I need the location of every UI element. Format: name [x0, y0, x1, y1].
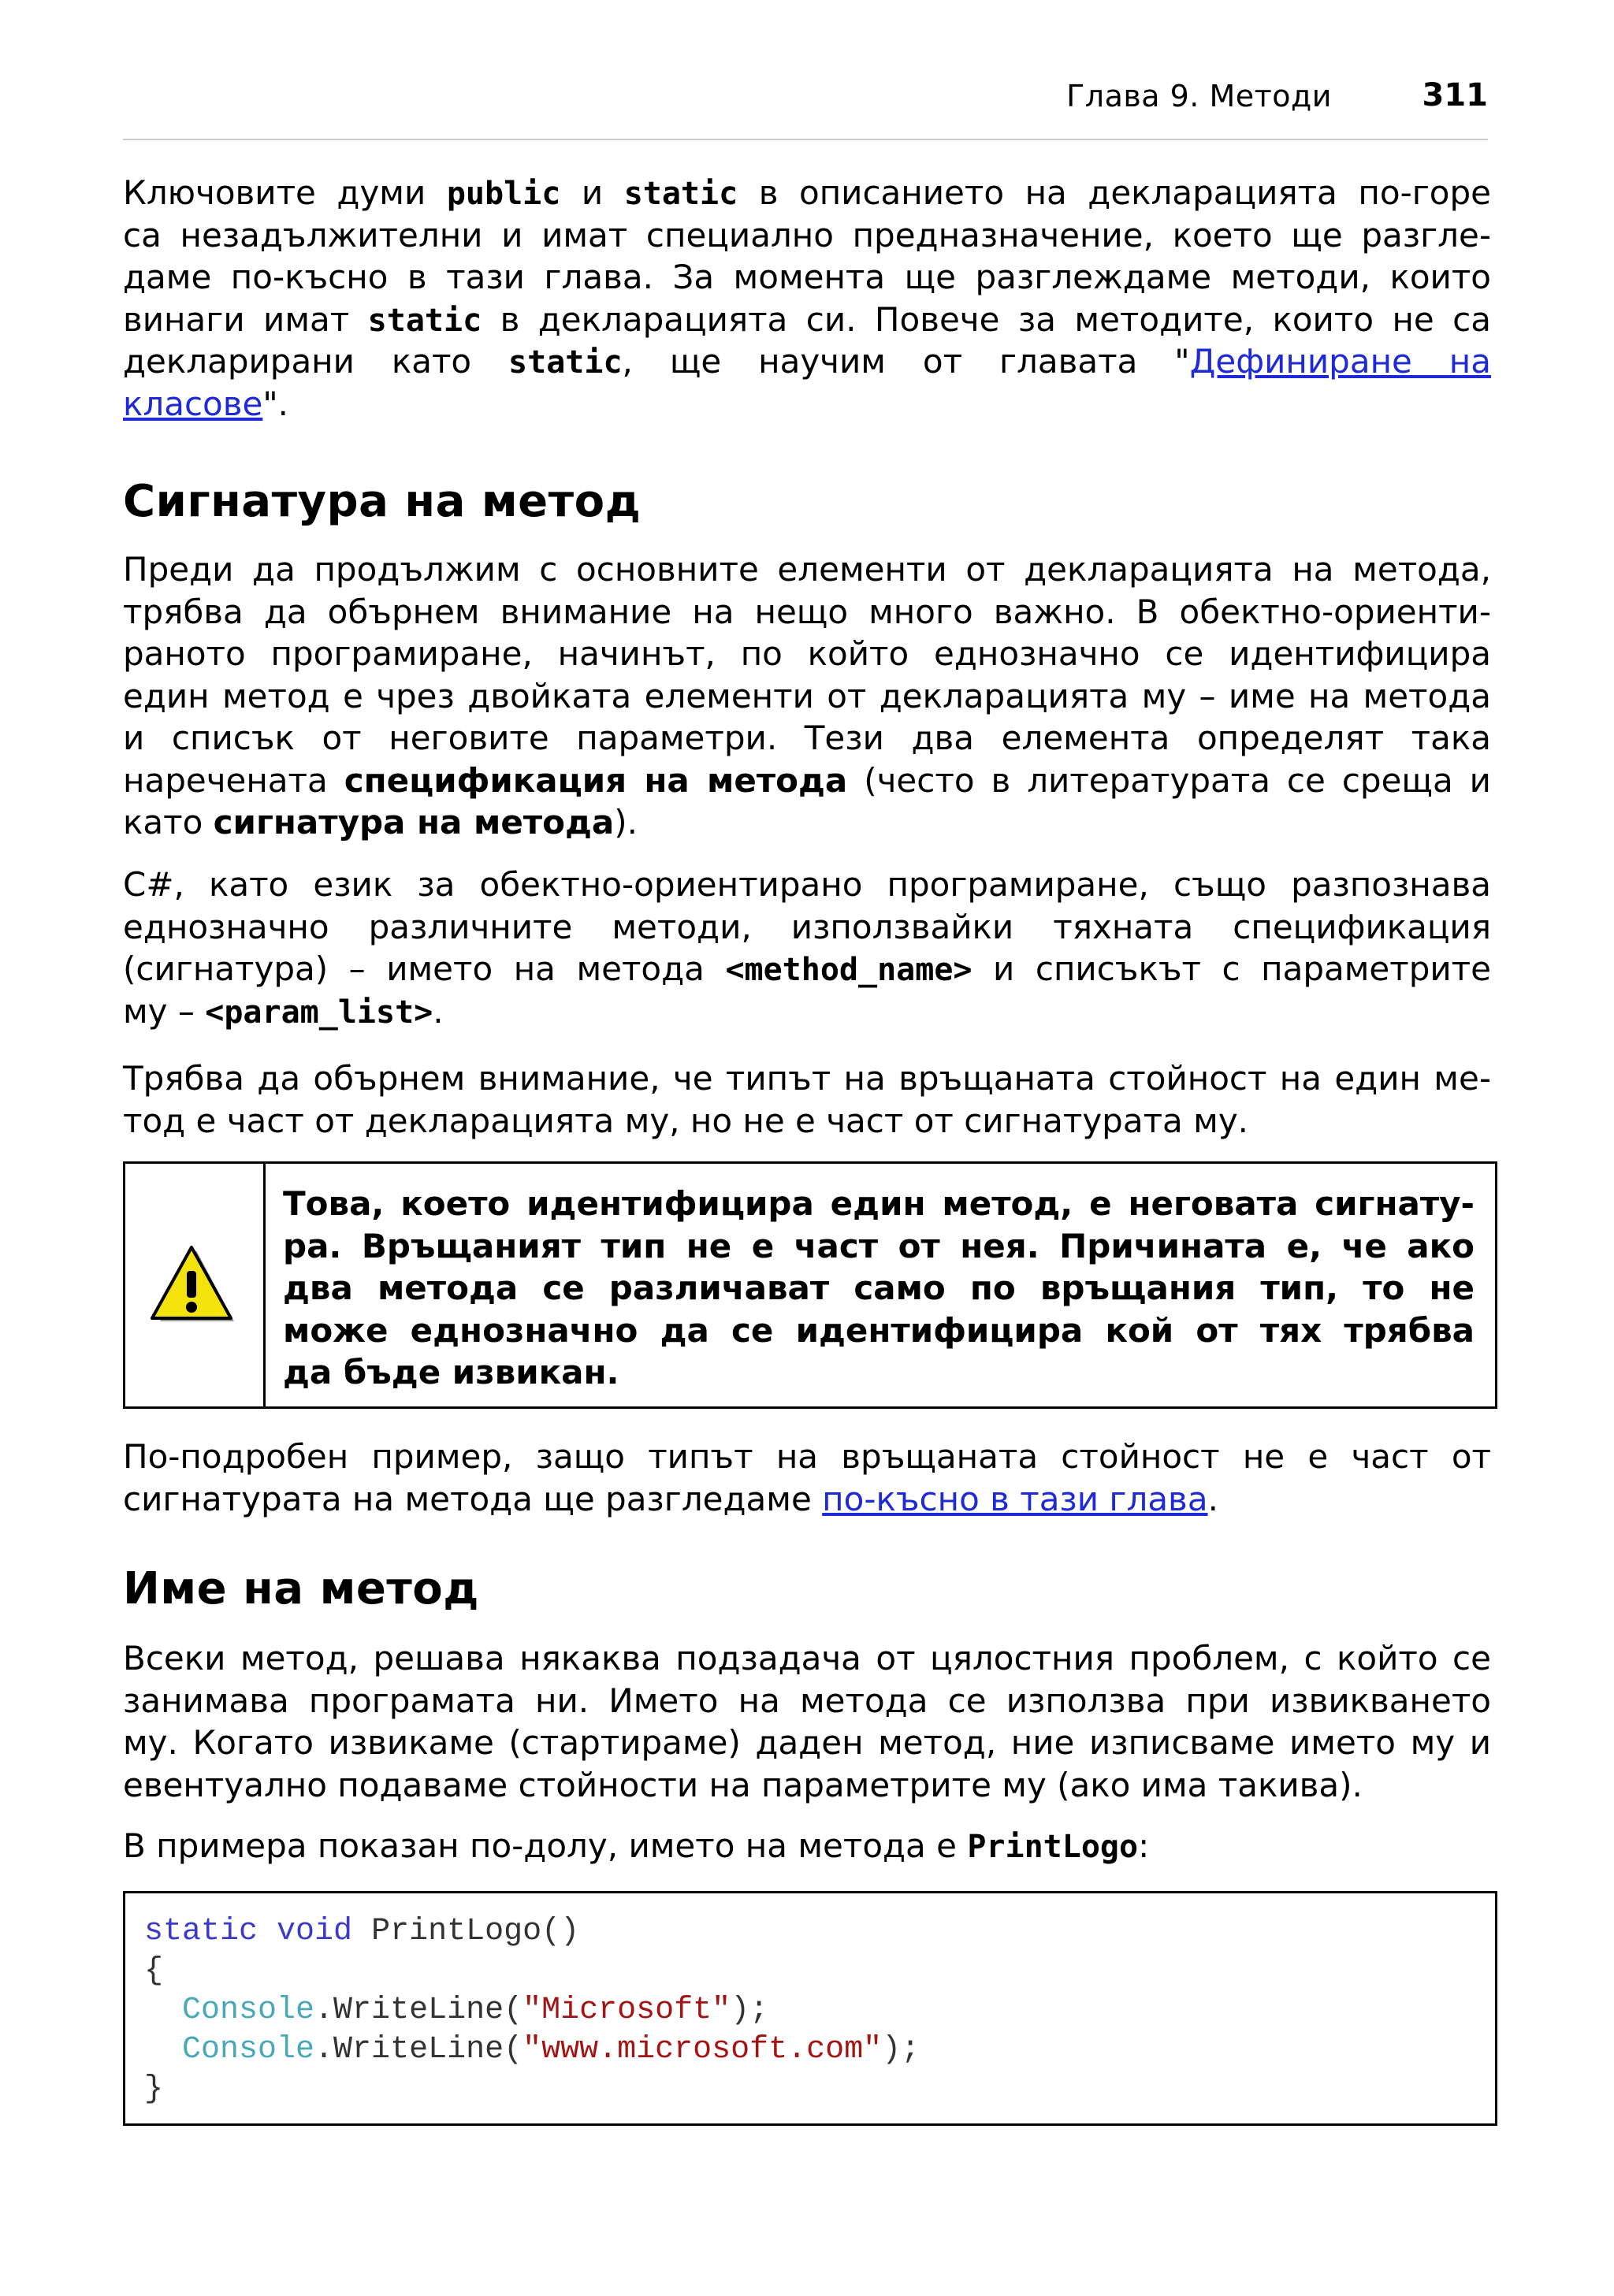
- paragraph-detail-example: [123, 1436, 1491, 1520]
- paragraph-modifiers: [123, 172, 1491, 425]
- text-line: В примера показан по-долу, името на метода е PrintLogo:: [123, 1826, 1150, 1865]
- text-line: Трябва да обърнем внимание, че типът на връщаната стойност на един ме-: [123, 1059, 1491, 1098]
- text-line: еднозначно различните методи, използвайки тяхната спецификация: [123, 907, 1491, 946]
- section-heading-method-name: Име на метод: [123, 1563, 480, 1614]
- text-line: декларирани като static, ще научим от главата "Дефиниране на: [123, 342, 1491, 381]
- note-icon-cell: [125, 1164, 266, 1406]
- page-header: [123, 77, 1488, 113]
- text-line: (сигнатура) – името на метода <method_name> и списъкът с параметрите: [123, 949, 1491, 988]
- paragraph-example-intro: [123, 1825, 1491, 1867]
- text-line: да бъде извикан.: [283, 1353, 619, 1391]
- text-line: даме по-късно в тази глава. За момента ще разглеждаме методи, които: [123, 258, 1491, 296]
- link-later-in-chapter[interactable]: по-късно в тази глава: [822, 1479, 1208, 1518]
- text-line: C#, като език за обектно-ориентирано програмиране, също разпознава: [123, 865, 1491, 904]
- text-line: занимава програмата ни. Името на метода се използва при извикването: [123, 1681, 1491, 1720]
- code-example: [123, 1891, 1497, 2126]
- code-listing: static void PrintLogo() { Console.WriteLine("Microsoft"); Console.WriteLine("www.microsoft.com"); }: [144, 1914, 920, 2107]
- warning-icon: [149, 1244, 237, 1326]
- paragraph-signature: [123, 548, 1491, 844]
- paragraph-return-type: [123, 1057, 1491, 1142]
- text-line: трябва да обърнем внимание на нещо много важно. В обектно-ориенти-: [123, 592, 1491, 631]
- page-number: 311: [1422, 77, 1488, 113]
- link-defining-classes-cont[interactable]: класове: [123, 384, 263, 423]
- text-line: и списък от неговите параметри. Тези два елемента определят така: [123, 719, 1491, 757]
- section-heading-signature: Сигнатура на метод: [123, 476, 642, 527]
- paragraph-method-name: [123, 1637, 1491, 1806]
- chapter-title: Глава 9. Методи: [1066, 79, 1332, 113]
- text-line: може еднозначно да се идентифицира кой от тях трябва: [283, 1310, 1475, 1350]
- text-line: раното програмиране, начинът, по който еднозначно се идентифицира: [123, 634, 1491, 673]
- text-line: сигнатурата на метода ще разгледаме по-късно в тази глава.: [123, 1479, 1218, 1518]
- text-line: един метод е чрез двойката елементи от декларацията му – име на метода: [123, 676, 1491, 715]
- text-line: класове".: [123, 384, 289, 423]
- link-defining-classes[interactable]: Дефиниране на: [1189, 342, 1491, 381]
- text-line: са незадължителни и имат специално предназначение, което ще разгле-: [123, 215, 1491, 254]
- header-divider: [123, 139, 1488, 140]
- text-line: два метода се различават само по връщания тип, то не: [283, 1269, 1475, 1307]
- text-line: винаги имат static в декларацията си. Повече за методите, които не са: [123, 299, 1491, 339]
- text-line: Ключовите думи public и static в описанието на декларацията по-горе: [123, 173, 1491, 212]
- text-line: Преди да продължим с основните елементи от декларацията на метода,: [123, 550, 1491, 589]
- text-line: По-подробен пример, защо типът на връщаната стойност не е част от: [123, 1437, 1491, 1476]
- text-line: наречената спецификация на метода (често в литературата се среща и: [123, 760, 1491, 800]
- note-text: [283, 1183, 1475, 1394]
- text-line: тод е част от декларацията му, но не е част от сигнатурата му.: [123, 1101, 1249, 1140]
- warning-note: [123, 1161, 1497, 1409]
- text-line: му – <param_list>.: [123, 991, 444, 1031]
- paragraph-csharp: [123, 864, 1491, 1032]
- text-line: му. Когато извикаме (стартираме) даден метод, ние изписваме името му и: [123, 1723, 1491, 1762]
- text-line: Всеки метод, решава някаква подзадача от цялостния проблем, с който се: [123, 1639, 1491, 1677]
- text-line: като сигнатура на метода).: [123, 803, 638, 841]
- text-line: Това, което идентифицира един метод, е неговата сигнату-: [283, 1184, 1475, 1223]
- text-line: евентуално подаваме стойности на параметрите му (ако има такива).: [123, 1765, 1363, 1804]
- text-line: ра. Връщаният тип не е част от нея. Причината е, че ако: [283, 1226, 1475, 1265]
